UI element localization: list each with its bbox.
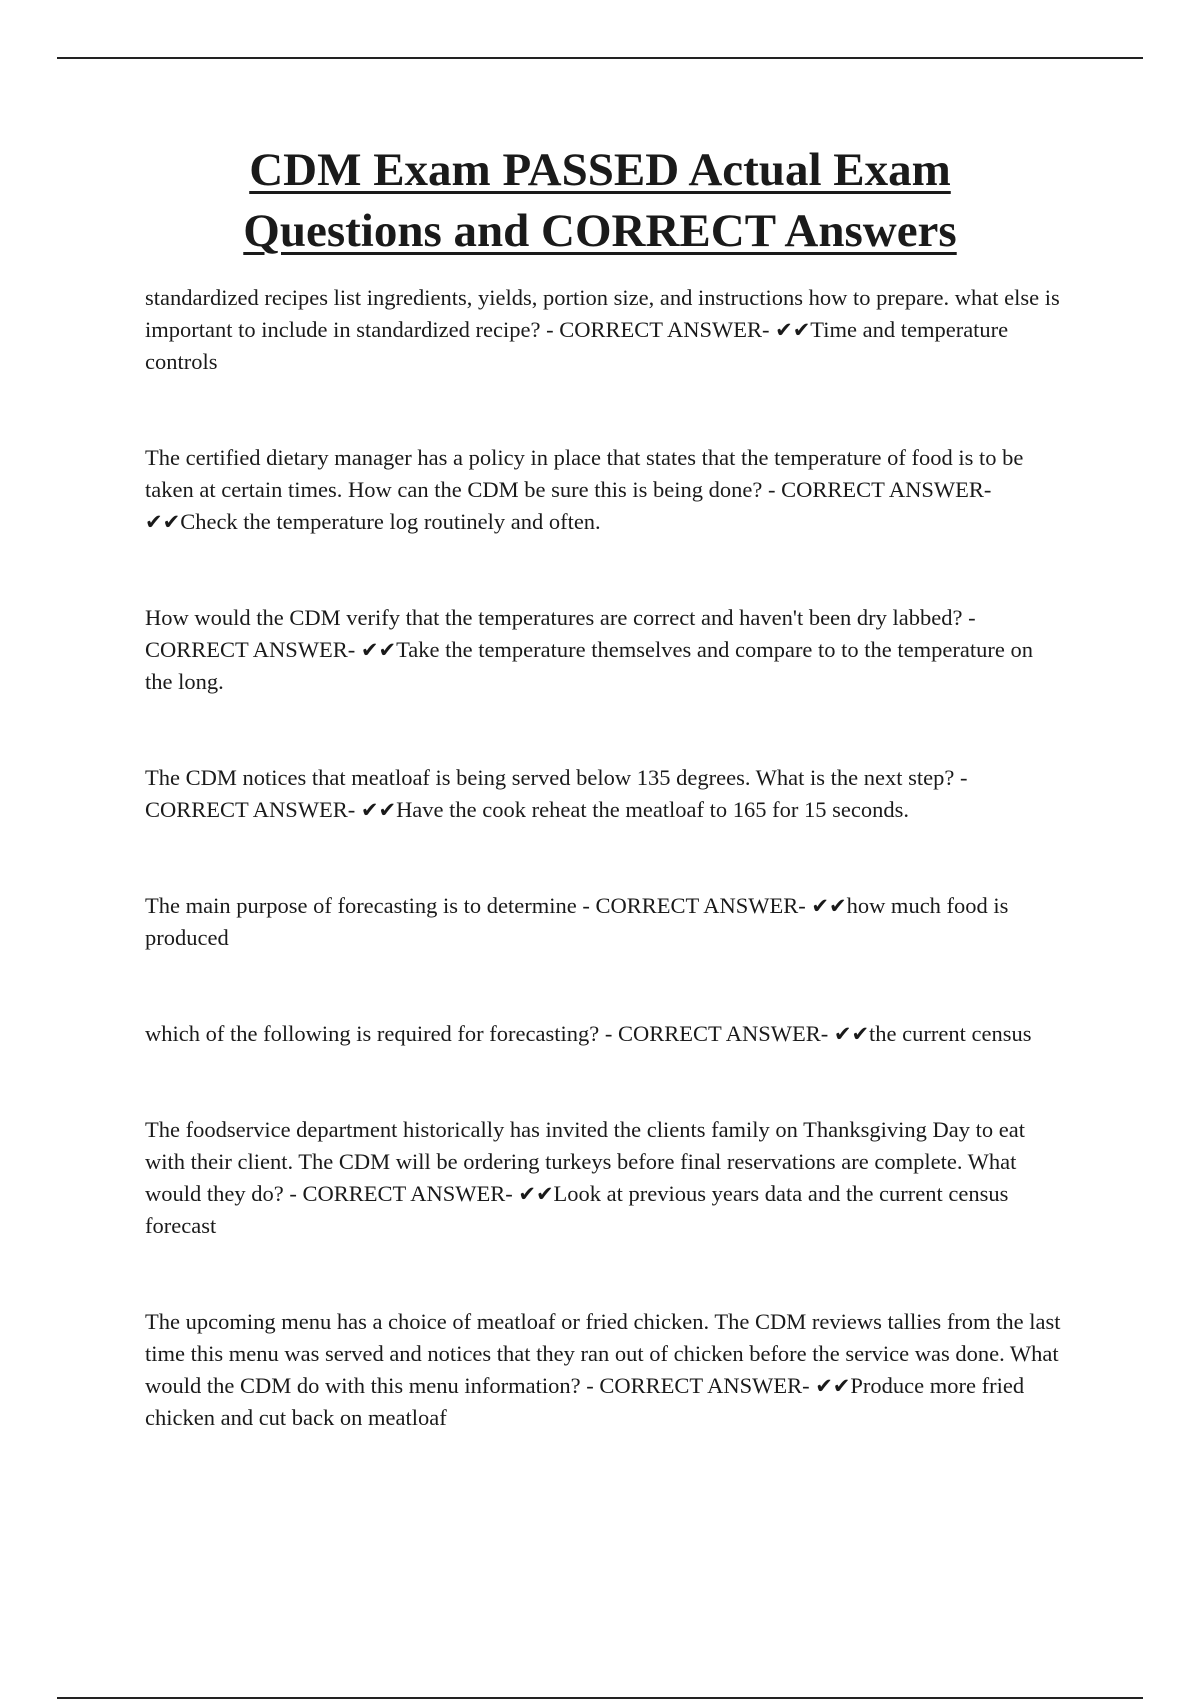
double-check-icon: ✔✔ [815,1374,851,1398]
qa-item [145,282,1065,378]
double-check-icon: ✔✔ [360,638,397,662]
qa-item [145,1306,1065,1434]
answer-prefix: - CORRECT ANSWER- [767,477,992,502]
qa-item [145,890,1065,954]
double-check-icon: ✔✔ [360,798,397,822]
question-text: The foodservice department historically has invited the clients family on Thanksgiving Day to eat with their client. The CDM will be ordering turkeys before final reservations are complete. What would they do? [145,1117,1025,1206]
qa-item [145,762,1065,826]
answer-prefix: - CORRECT ANSWER- [145,605,976,662]
answer-text: Take the temperature themselves and compare to to the temperature on the long. [145,637,1033,694]
answer-prefix: - CORRECT ANSWER- [546,317,770,342]
question-text: which of the following is required for forecasting? [145,1021,600,1046]
top-divider [57,57,1143,59]
document-title [140,140,1060,262]
question-text: The CDM notices that meatloaf is being served below 135 degrees. What is the next step? [145,765,955,790]
answer-prefix: - CORRECT ANSWER- [604,1021,829,1046]
answer-text: Check the temperature log routinely and often. [180,509,601,534]
title-line-1: CDM Exam PASSED Actual Exam [249,144,951,196]
answer-text: Time and temperature controls [145,317,1009,374]
question-text: The upcoming menu has a choice of meatloaf or fried chicken. The CDM reviews tallies from the last time this menu was served and notices that they ran out of chicken before the service was done. What would the CDM do with this menu information? [145,1309,1061,1398]
double-check-icon: ✔✔ [811,894,847,918]
bottom-divider [57,1697,1143,1699]
double-check-icon: ✔✔ [775,318,811,342]
answer-prefix: - CORRECT ANSWER- [289,1181,513,1206]
title-line-2: Questions and CORRECT Answers [243,205,957,257]
question-text: How would the CDM verify that the temperatures are correct and haven't been dry labbed? [145,605,963,630]
answer-prefix: - CORRECT ANSWER- [586,1373,810,1398]
qa-item [145,1018,1065,1050]
qa-item [145,602,1065,698]
question-text: The certified dietary manager has a policy in place that states that the temperature of food is to be taken at certain times. How can the CDM be sure this is being done? [145,445,1024,502]
double-check-icon: ✔✔ [145,510,181,534]
double-check-icon: ✔✔ [518,1182,554,1206]
qa-list [145,282,1065,1498]
answer-prefix: - CORRECT ANSWER- [582,893,806,918]
answer-text: how much food is produced [145,893,1009,950]
answer-text: Look at previous years data and the current census forecast [145,1181,1009,1238]
qa-item [145,442,1065,538]
answer-text: Produce more fried chicken and cut back on meatloaf [145,1373,1025,1430]
answer-prefix: - CORRECT ANSWER- [145,765,968,822]
qa-item [145,1114,1065,1242]
question-text: standardized recipes list ingredients, yields, portion size, and instructions how to prepare. what else is important to include in standardized recipe? [145,285,1060,342]
answer-text: the current census [869,1021,1032,1046]
question-text: The main purpose of forecasting is to determine [145,893,577,918]
double-check-icon: ✔✔ [833,1022,870,1046]
answer-text: Have the cook reheat the meatloaf to 165 for 15 seconds. [396,797,910,822]
